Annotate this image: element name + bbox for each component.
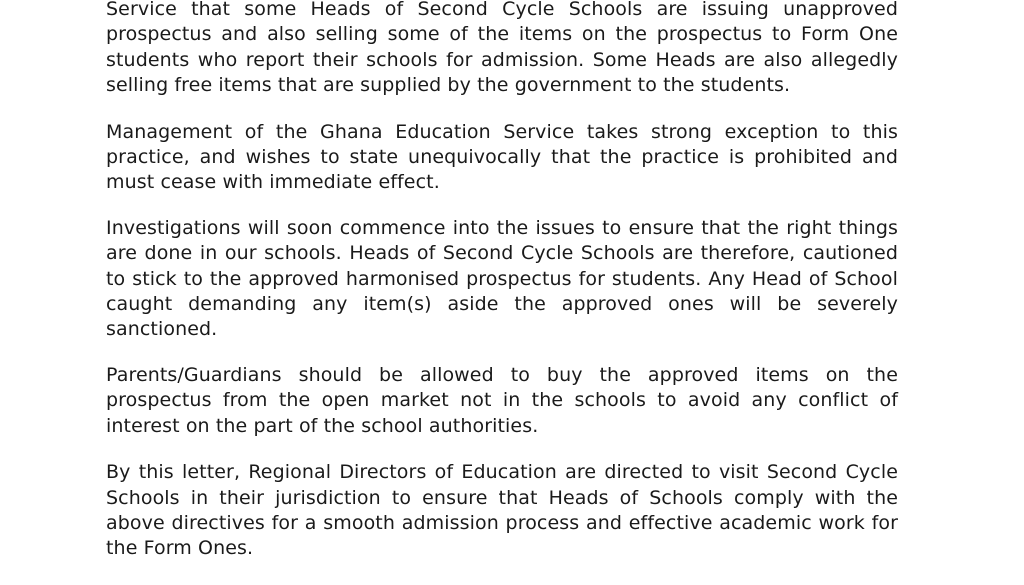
paragraph-investigations: Investigations will soon commence into the issues to ensure that the right things are done in our schools. Heads of Second Cycle Schools are therefore, cautioned to stick to the approved harmonised prospectus for students. Any Head of School caught demanding any item(s) aside the approved ones will be severely sanctioned.	[106, 216, 898, 341]
paragraph-regional-directors: By this letter, Regional Directors of Education are directed to visit Second Cycle Schools in their jurisdiction to ensure that Heads of Schools comply with the above directives for a smooth admission process and effective academic work for the Form Ones.	[106, 461, 898, 560]
paragraph-management-exception: Management of the Ghana Education Service takes strong exception to this practice, and wishes to state unequivocally that the practice is prohibited and must cease with immediate effect.	[106, 120, 898, 194]
paragraph-unapproved-prospectus: Service that some Heads of Second Cycle Schools are issuing unapproved prospectus and also selling some of the items on the prospectus to Form One students who report their schools for admission. Some Heads are also allegedly selling free items that are supplied by the government to the students.	[106, 0, 898, 97]
document-page	[106, 0, 898, 581]
paragraph-parents-guardians: Parents/Guardians should be allowed to buy the approved items on the prospectus from the open market not in the schools to avoid any conflict of interest on the part of the school authorities.	[106, 363, 898, 437]
